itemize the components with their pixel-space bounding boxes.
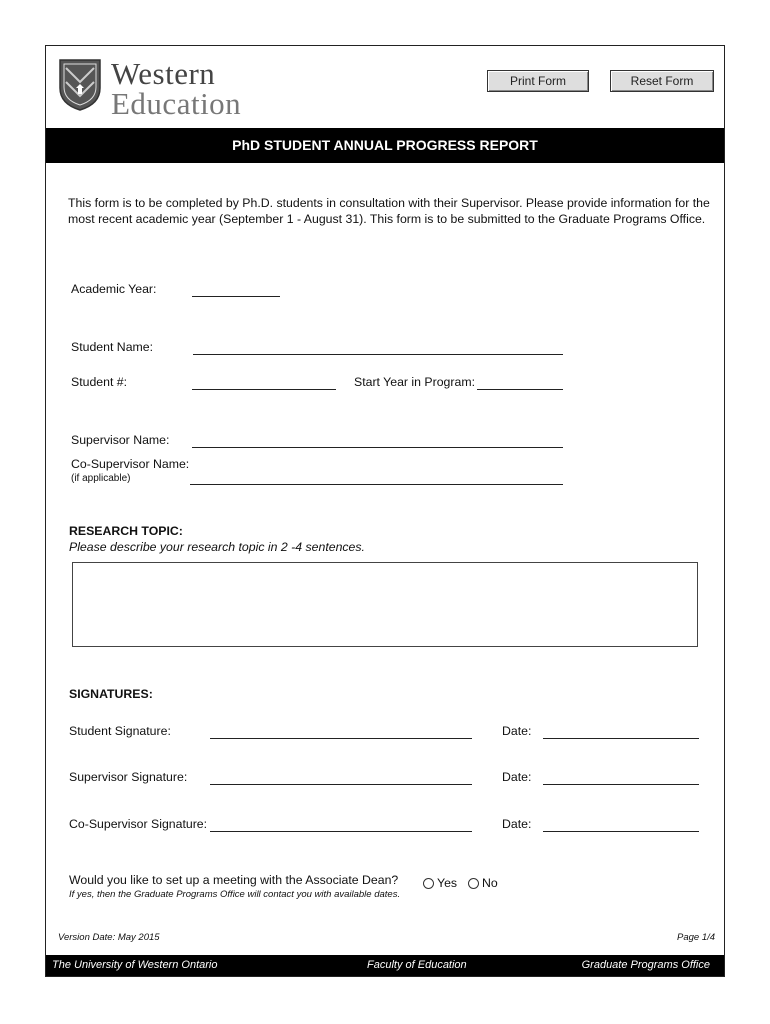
co-supervisor-signature-label: Co-Supervisor Signature: (69, 817, 208, 831)
western-crest-icon (58, 58, 102, 112)
student-number-field[interactable] (192, 389, 336, 390)
version-date: Version Date: May 2015 (58, 932, 160, 943)
student-date-field[interactable] (543, 738, 699, 739)
logo-education-text: Education (111, 86, 242, 121)
supervisor-name-label: Supervisor Name: (71, 433, 170, 447)
no-radio[interactable] (468, 878, 479, 889)
supervisor-date-label: Date: (502, 770, 532, 784)
co-supervisor-signature-field[interactable] (210, 831, 472, 832)
supervisor-date-field[interactable] (543, 784, 699, 785)
signatures-heading: SIGNATURES: (69, 687, 153, 701)
supervisor-signature-label: Supervisor Signature: (69, 770, 188, 784)
no-label: No (482, 876, 498, 890)
research-topic-heading: RESEARCH TOPIC: (69, 524, 183, 538)
reset-form-button[interactable]: Reset Form (610, 70, 714, 92)
intro-paragraph: This form is to be completed by Ph.D. students in consultation with their Supervisor. Please provide information for the most recent academic year (September 1 - August 31). This form is to be submitted to the Graduate Programs Office. (68, 196, 710, 226)
co-supervisor-name-field[interactable] (190, 484, 563, 485)
meeting-note: If yes, then the Graduate Programs Office will contact you with available dates. (69, 889, 401, 900)
footer-bar (46, 955, 724, 976)
student-signature-label: Student Signature: (69, 724, 171, 738)
start-year-field[interactable] (477, 389, 563, 390)
academic-year-label: Academic Year: (71, 282, 157, 296)
student-number-label: Student #: (71, 375, 128, 389)
academic-year-field[interactable] (192, 296, 280, 297)
supervisor-name-field[interactable] (192, 447, 563, 448)
footer-faculty: Faculty of Education (367, 959, 467, 971)
page-number: Page 1/4 (677, 932, 716, 943)
research-topic-instruction: Please describe your research topic in 2 -4 sentences. (69, 540, 365, 554)
logo-western-text: Western (111, 56, 216, 91)
print-form-button[interactable]: Print Form (487, 70, 589, 92)
form-page-border (45, 45, 725, 977)
co-supervisor-date-label: Date: (502, 817, 532, 831)
if-applicable-note: (if applicable) (71, 473, 131, 484)
student-signature-field[interactable] (210, 738, 472, 739)
yes-label: Yes (437, 876, 458, 890)
student-name-field[interactable] (193, 354, 563, 355)
meeting-question: Would you like to set up a meeting with the Associate Dean? (69, 873, 399, 887)
start-year-label: Start Year in Program: (354, 375, 475, 389)
research-topic-textarea[interactable] (72, 562, 698, 647)
footer-office: Graduate Programs Office (581, 959, 710, 971)
page-title: PhD STUDENT ANNUAL PROGRESS REPORT (46, 128, 724, 163)
supervisor-signature-field[interactable] (210, 784, 472, 785)
footer-university: The University of Western Ontario (52, 959, 218, 971)
student-date-label: Date: (502, 724, 532, 738)
co-supervisor-date-field[interactable] (543, 831, 699, 832)
co-supervisor-name-label: Co-Supervisor Name: (71, 457, 190, 471)
yes-radio[interactable] (423, 878, 434, 889)
student-name-label: Student Name: (71, 340, 154, 354)
